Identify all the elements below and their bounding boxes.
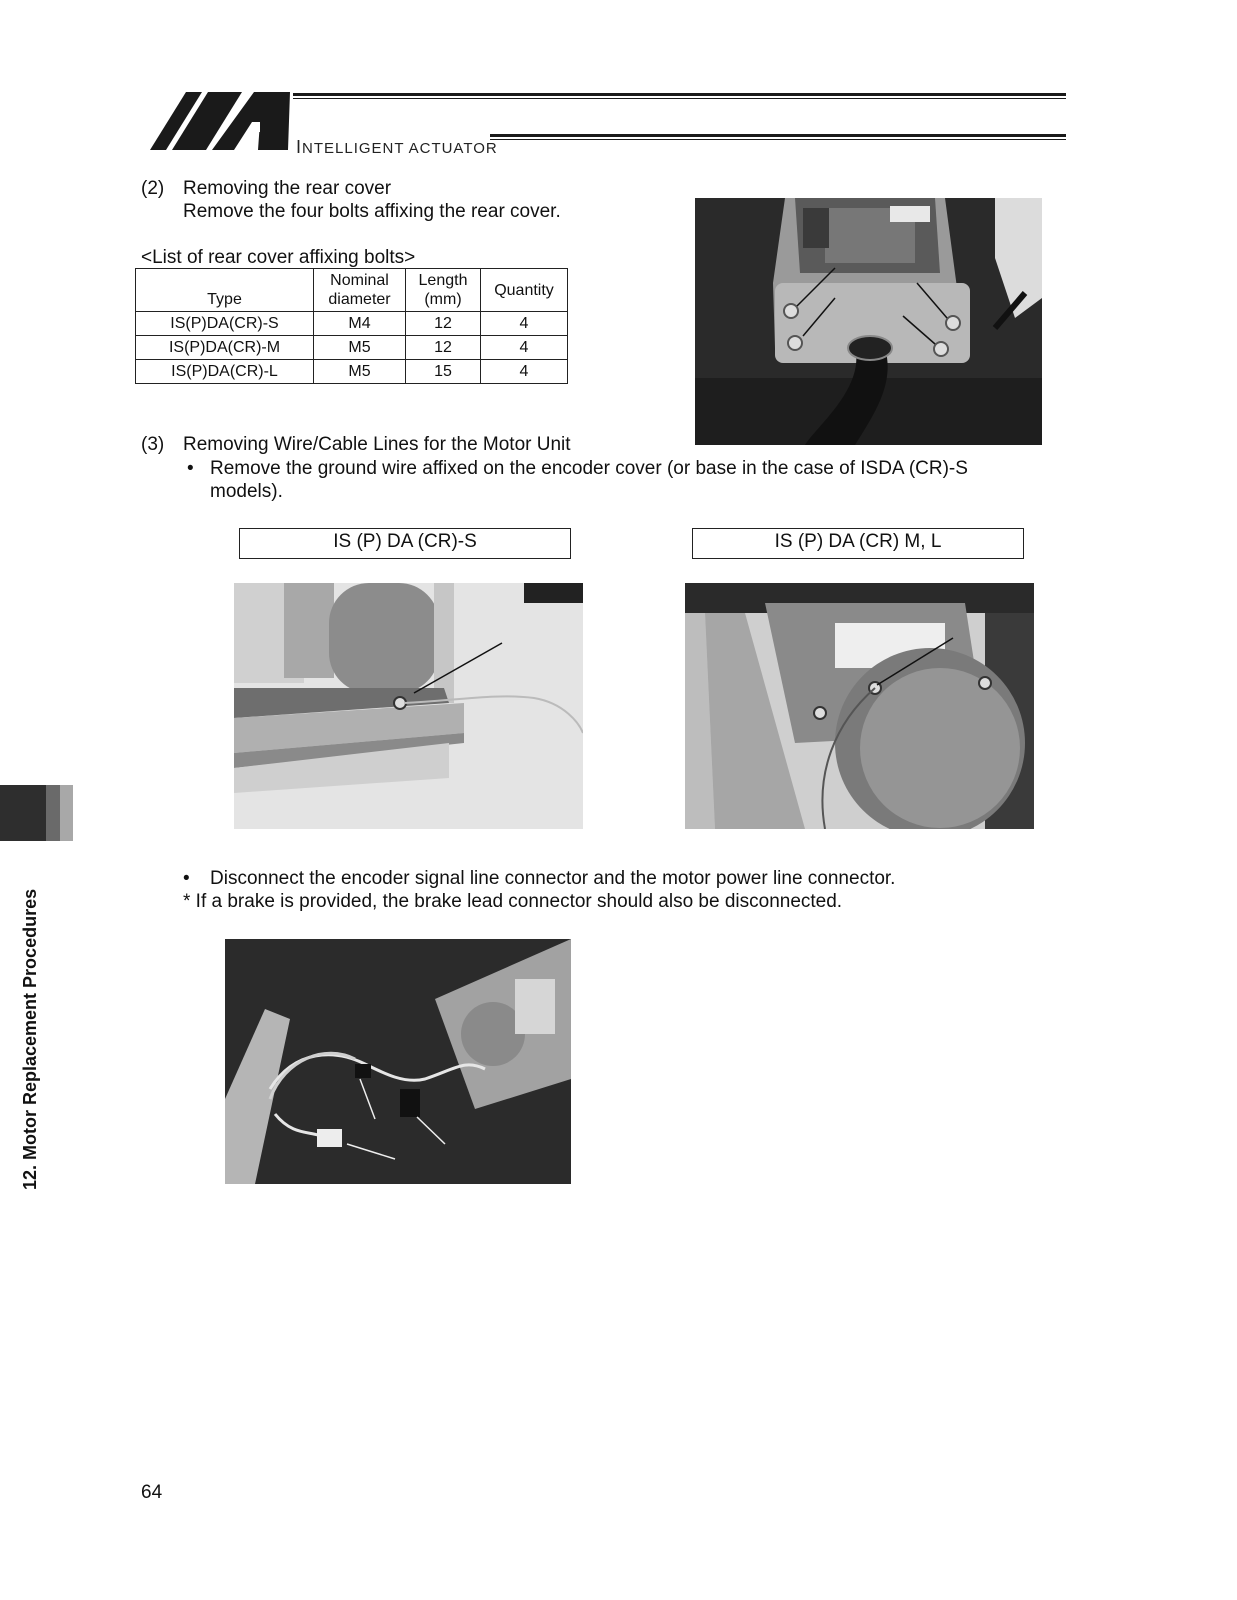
- table-row: [136, 336, 568, 360]
- chapter-side-label: 12. Motor Replacement Procedures: [20, 888, 40, 1190]
- section2-number: (2): [141, 178, 165, 199]
- cell-quantity: 4: [481, 336, 568, 360]
- section2-title: Removing the rear cover: [183, 178, 392, 199]
- bullet1-line1: Remove the ground wire affixed on the encoder cover (or base in the case of ISDA (CR)-S: [210, 458, 968, 479]
- table-header-nominal: Nominal diameter: [314, 269, 406, 312]
- caption-box-ml: IS (P) DA (CR) M, L: [692, 528, 1024, 559]
- ground-wire-s-photo: [234, 583, 583, 829]
- table-header-type: Type: [136, 269, 314, 312]
- header-rule-bottom-1: [490, 134, 1066, 137]
- side-tab-block: [0, 785, 46, 841]
- brake-note: * If a brake is provided, the brake lead connector should also be disconnected.: [183, 891, 843, 912]
- cell-type: IS(P)DA(CR)-L: [136, 360, 314, 384]
- brand-initial: I: [296, 137, 303, 157]
- section3-number: (3): [141, 434, 165, 455]
- brand-name: [296, 137, 498, 158]
- cell-type: IS(P)DA(CR)-M: [136, 336, 314, 360]
- cell-type: IS(P)DA(CR)-S: [136, 312, 314, 336]
- caption-box-s: IS (P) DA (CR)-S: [239, 528, 571, 559]
- bullet-icon: •: [187, 458, 194, 479]
- ia-logo: [150, 92, 295, 150]
- cell-length: 12: [406, 336, 481, 360]
- side-tab-stripe-1: [46, 785, 60, 841]
- side-tab-stripe-2: [60, 785, 73, 841]
- header-rule-bottom-2: [490, 139, 1066, 140]
- bolt-list-caption: <List of rear cover affixing bolts>: [141, 247, 416, 268]
- cell-diameter: M4: [314, 312, 406, 336]
- cell-quantity: 4: [481, 312, 568, 336]
- bullet2-text: Disconnect the encoder signal line connector and the motor power line connector.: [210, 868, 896, 889]
- bolt-table: [135, 268, 568, 384]
- cell-length: 15: [406, 360, 481, 384]
- connectors-photo: [225, 939, 571, 1184]
- brand-rest: NTELLIGENT ACTUATOR: [302, 140, 498, 157]
- header-rule-top-1: [293, 93, 1066, 96]
- section2-instruction: Remove the four bolts affixing the rear cover.: [183, 201, 561, 222]
- cell-quantity: 4: [481, 360, 568, 384]
- table-header-row: [136, 269, 568, 312]
- section3-title: Removing Wire/Cable Lines for the Motor Unit: [183, 434, 571, 455]
- header-rule-top-2: [293, 98, 1066, 99]
- table-header-quantity: Quantity: [481, 269, 568, 312]
- page-number: 64: [141, 1482, 163, 1503]
- cell-diameter: M5: [314, 336, 406, 360]
- cell-diameter: M5: [314, 360, 406, 384]
- table-row: [136, 360, 568, 384]
- table-header-length: Length (mm): [406, 269, 481, 312]
- bullet-icon: •: [183, 868, 190, 889]
- cell-length: 12: [406, 312, 481, 336]
- rear-cover-photo: [695, 198, 1042, 445]
- table-row: [136, 312, 568, 336]
- bullet1-line2: models).: [210, 481, 283, 502]
- ground-wire-ml-photo: [685, 583, 1034, 829]
